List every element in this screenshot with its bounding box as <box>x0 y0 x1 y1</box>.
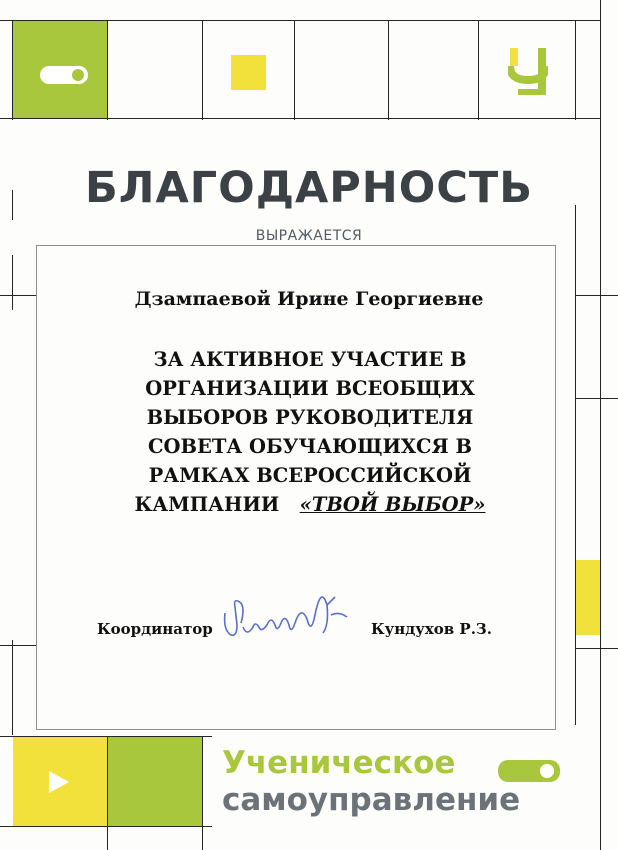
grid-line-bottom-2 <box>0 826 212 827</box>
grid-line-col-d <box>388 20 389 120</box>
citation-line-4: СОВЕТА ОБУЧАЮЩИХСЯ В <box>147 435 473 458</box>
grid-line-left-mid-3 <box>12 640 13 735</box>
citation-text <box>95 345 525 519</box>
bleed-through-text <box>125 548 505 572</box>
decor-square-yellow-top <box>231 55 266 90</box>
campaign-name: «ТВОЙ ВЫБОР» <box>299 493 486 516</box>
grid-line-right-tick-3 <box>575 648 618 649</box>
grid-line-right-mid <box>575 205 576 725</box>
toggle-pill-icon <box>40 66 88 84</box>
grid-line-col-e <box>478 20 479 120</box>
grid-line-col-a <box>107 20 108 120</box>
citation-line-1: ЗА АКТИВНОЕ УЧАСТИЕ В <box>153 348 467 371</box>
grid-line-upper-horizontal <box>0 118 600 119</box>
coordinator-role: Координатор <box>97 620 213 638</box>
toggle-pill-icon <box>498 760 560 782</box>
grid-line-left-tick-2 <box>0 645 36 646</box>
decor-strip-yellow-right <box>576 560 600 635</box>
coordinator-name: Кундухов Р.З. <box>371 620 492 638</box>
handwritten-signature <box>215 575 365 655</box>
footer-logo-line1: Ученическое <box>222 745 456 781</box>
decor-square-yellow-bottom <box>13 737 107 826</box>
decor-square-green-bottom <box>108 737 202 826</box>
certificate-subtitle: ВЫРАЖАЕТСЯ <box>255 228 363 244</box>
grid-line-bottom-col-b <box>202 736 203 850</box>
certificate-title: БЛАГОДАРНОСТЬ <box>84 163 534 213</box>
brand-u-logo <box>508 46 548 96</box>
footer-logo-line2: самоуправление <box>222 782 521 818</box>
grid-line-col-c <box>294 20 295 120</box>
citation-line-2: ОРГАНИЗАЦИИ ВСЕОБЩИХ <box>145 377 475 400</box>
citation-last-prefix: КАМПАНИИ <box>134 493 280 516</box>
recipient-name: Дзампаевой Ирине Георгиевне <box>134 288 484 310</box>
grid-line-right <box>575 20 576 120</box>
citation-line-5: РАМКАХ ВСЕРОССИЙСКОЙ <box>148 464 472 487</box>
play-icon <box>43 767 73 797</box>
grid-line-top-right-vertical <box>600 0 601 850</box>
citation-line-3: ВЫБОРОВ РУКОВОДИТЕЛЯ <box>146 406 474 429</box>
grid-line-col-b <box>202 20 203 120</box>
grid-line-right-tick-2 <box>575 398 618 399</box>
citation-line-6 <box>95 490 525 519</box>
